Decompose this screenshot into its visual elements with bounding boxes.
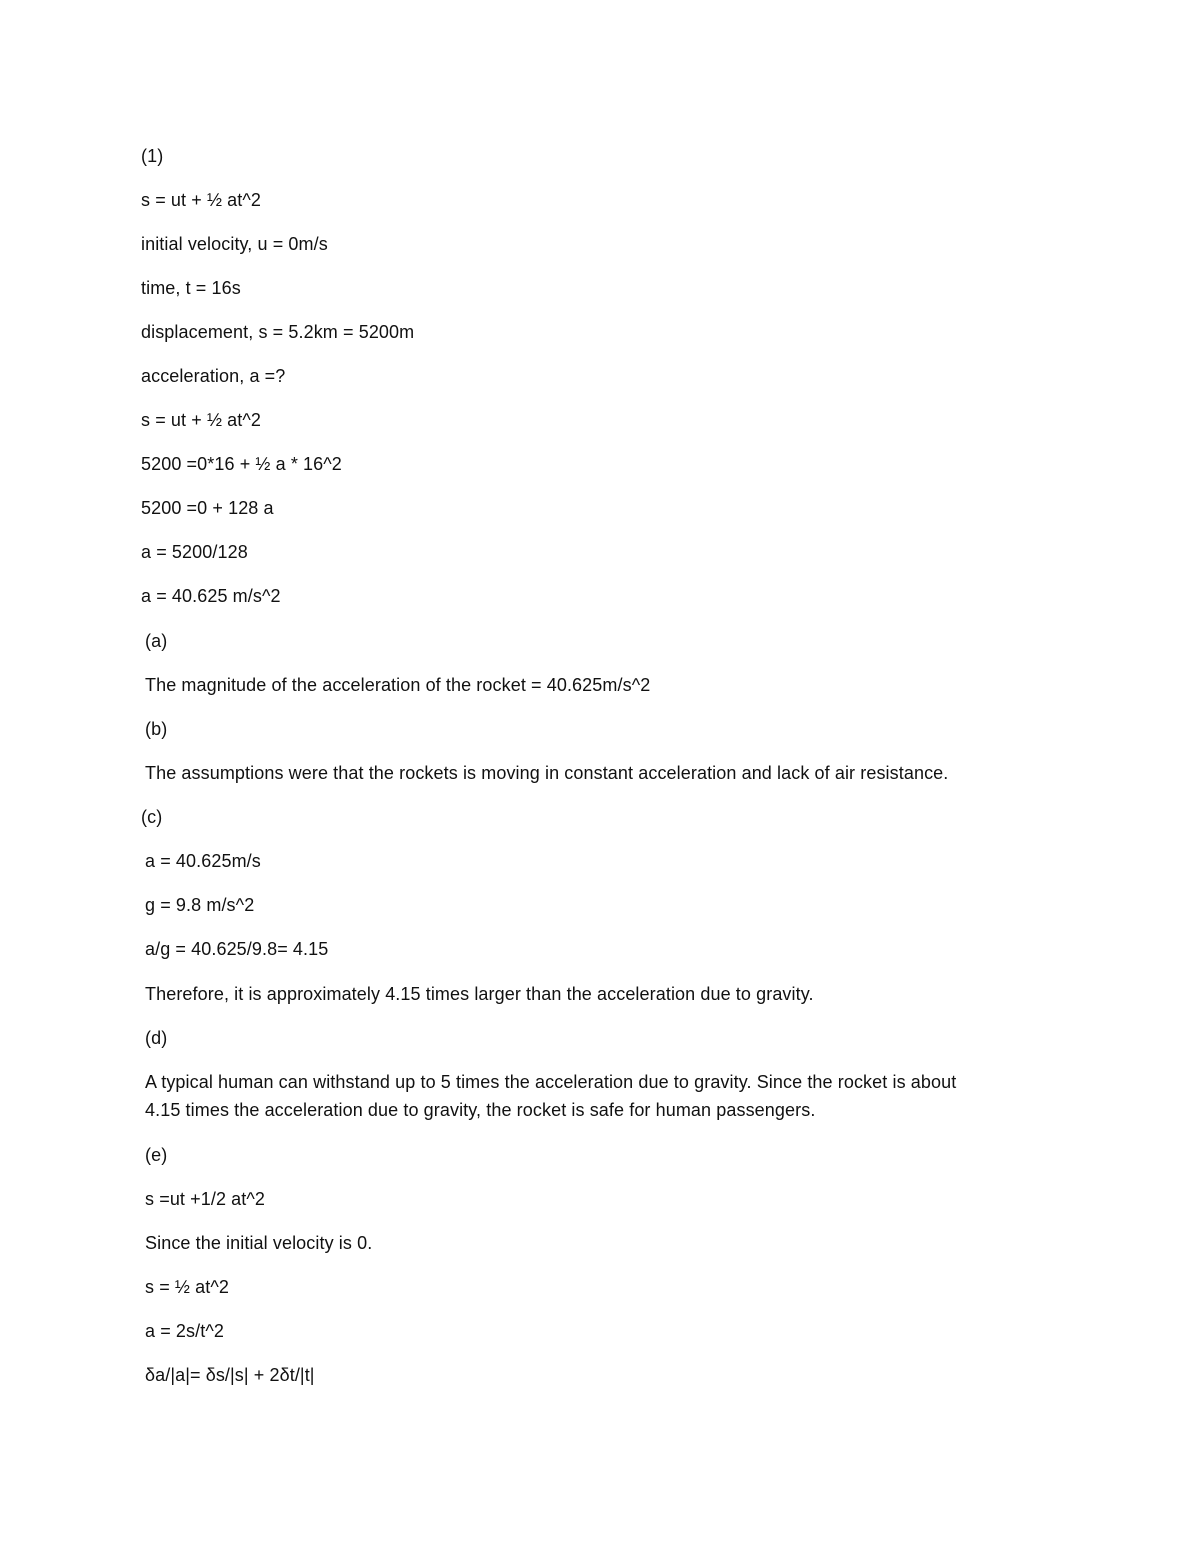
text-line: g = 9.8 m/s^2 — [145, 895, 255, 915]
section-label: (b) — [145, 719, 168, 739]
text-line: a = 40.625 m/s^2 — [141, 586, 281, 606]
text-line: a = 40.625m/s — [145, 851, 261, 871]
text-line: a = 5200/128 — [141, 542, 248, 562]
text-line: s =ut +1/2 at^2 — [145, 1189, 266, 1209]
text-line: The assumptions were that the rockets is moving in constant acceleration and lack of air resistance. — [145, 763, 949, 783]
text-line: Since the initial velocity is 0. — [145, 1233, 373, 1253]
text-line: 5200 =0*16 + ½ a * 16^2 — [141, 454, 342, 474]
text-line: (1) — [141, 146, 164, 166]
text-line: 4.15 times the acceleration due to gravity, the rocket is safe for human passengers. — [145, 1100, 816, 1120]
text-line: initial velocity, u = 0m/s — [141, 234, 328, 254]
text-line: s = ut + ½ at^2 — [141, 410, 262, 430]
text-line: displacement, s = 5.2km = 5200m — [141, 322, 415, 342]
text-line: A typical human can withstand up to 5 times the acceleration due to gravity. Since the rocket is about — [145, 1072, 957, 1092]
section-label: (d) — [145, 1028, 168, 1048]
text-line: a = 2s/t^2 — [145, 1321, 224, 1341]
section-label: (e) — [145, 1145, 168, 1165]
text-line: time, t = 16s — [141, 278, 241, 298]
text-line: The magnitude of the acceleration of the rocket = 40.625m/s^2 — [145, 675, 651, 695]
text-line: a/g = 40.625/9.8= 4.15 — [145, 939, 329, 959]
text-line: 5200 =0 + 128 a — [141, 498, 274, 518]
section-label: (a) — [145, 631, 168, 651]
section-label: (c) — [141, 807, 163, 827]
text-line: s = ½ at^2 — [145, 1277, 229, 1297]
text-line: Therefore, it is approximately 4.15 times larger than the acceleration due to gravity. — [145, 984, 814, 1004]
text-line: acceleration, a =? — [141, 366, 286, 386]
text-line: s = ut + ½ at^2 — [141, 190, 262, 210]
text-line: δa/|a|= δs/|s| + 2δt/|t| — [145, 1365, 315, 1385]
